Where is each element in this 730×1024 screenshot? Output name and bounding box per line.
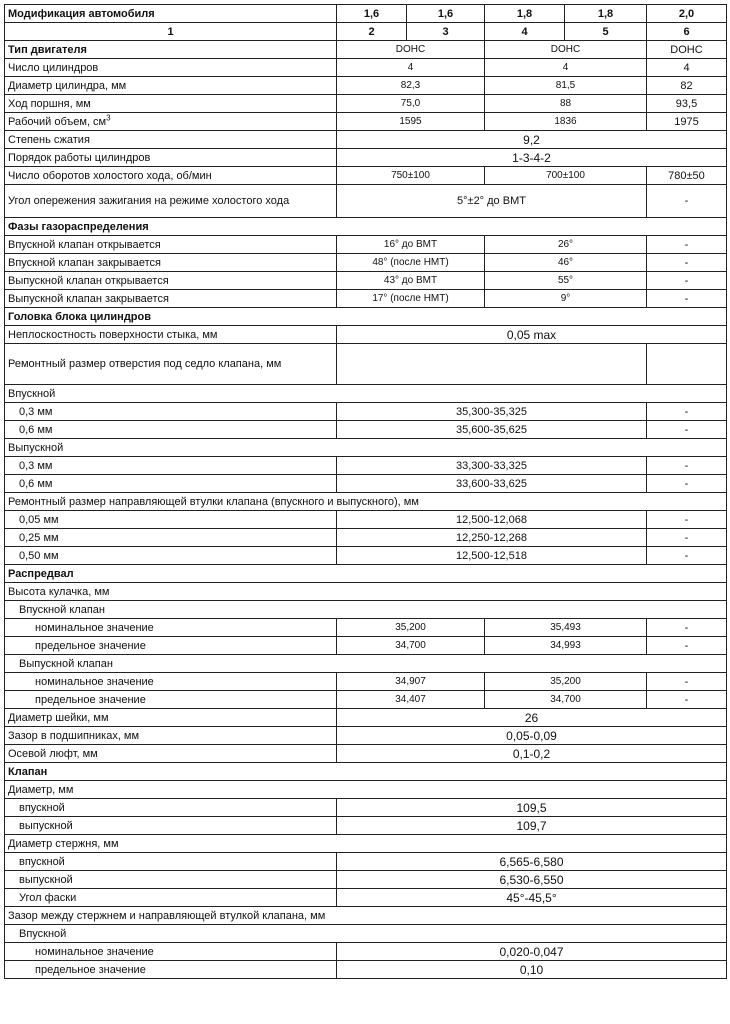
value-cell: - — [647, 547, 727, 565]
row-label: выпускной — [5, 817, 337, 835]
header-mod: 1,6 — [337, 5, 407, 23]
row-label: Выпускной клапан закрывается — [5, 290, 337, 308]
table-row — [5, 691, 727, 709]
value-cell: DOHC — [337, 41, 485, 59]
value-cell: 34,993 — [485, 637, 647, 655]
row-label: Число оборотов холостого хода, об/мин — [5, 167, 337, 185]
value-cell: 6,565-6,580 — [337, 853, 727, 871]
subsection-label: Зазор между стержнем и направляющей втулкой клапана, мм — [5, 907, 727, 925]
subsection-label: Диаметр, мм — [5, 781, 727, 799]
table-row — [5, 41, 727, 59]
spec-table — [4, 4, 727, 979]
value-cell: 0,05-0,09 — [337, 727, 727, 745]
subsection-label: Выпускной клапан — [5, 655, 727, 673]
table-row — [5, 925, 727, 943]
table-row — [5, 763, 727, 781]
value-cell: 4 — [647, 59, 727, 77]
value-cell: 26° — [485, 236, 647, 254]
table-row — [5, 131, 727, 149]
value-cell: 35,200 — [485, 673, 647, 691]
row-label: Порядок работы цилиндров — [5, 149, 337, 167]
table-row — [5, 113, 727, 131]
value-cell: - — [647, 619, 727, 637]
table-row — [5, 511, 727, 529]
header-mod: 2,0 — [647, 5, 727, 23]
row-label: 0,6 мм — [5, 421, 337, 439]
value-cell: - — [647, 691, 727, 709]
value-cell: 43° до ВМТ — [337, 272, 485, 290]
value-cell: 4 — [485, 59, 647, 77]
value-cell: 1595 — [337, 113, 485, 131]
table-row — [5, 403, 727, 421]
value-cell: 109,7 — [337, 817, 727, 835]
column-number-row — [5, 23, 727, 41]
table-row — [5, 385, 727, 403]
value-cell: DOHC — [647, 41, 727, 59]
table-row — [5, 149, 727, 167]
value-cell: 35,300-35,325 — [337, 403, 647, 421]
table-row — [5, 290, 727, 308]
value-cell: 9,2 — [337, 131, 727, 149]
value-cell: 35,493 — [485, 619, 647, 637]
subsection-label: Впускной — [5, 385, 727, 403]
row-label: впускной — [5, 799, 337, 817]
value-cell: 33,300-33,325 — [337, 457, 647, 475]
value-cell: - — [647, 457, 727, 475]
row-label: номинальное значение — [5, 673, 337, 691]
subsection-label: Диаметр стержня, мм — [5, 835, 727, 853]
table-row — [5, 889, 727, 907]
subsection-label: Впускной — [5, 925, 727, 943]
table-row — [5, 493, 727, 511]
table-row — [5, 218, 727, 236]
table-row — [5, 961, 727, 979]
table-row — [5, 344, 727, 385]
subsection-label: Выпускной — [5, 439, 727, 457]
value-cell: 82,3 — [337, 77, 485, 95]
row-label: Выпускной клапан открывается — [5, 272, 337, 290]
value-cell: 17° (после НМТ) — [337, 290, 485, 308]
row-label: Число цилиндров — [5, 59, 337, 77]
value-cell: 93,5 — [647, 95, 727, 113]
value-cell: 700±100 — [485, 167, 647, 185]
table-row — [5, 236, 727, 254]
header-mod: 1,6 — [407, 5, 485, 23]
table-row — [5, 799, 727, 817]
table-row — [5, 565, 727, 583]
table-row — [5, 601, 727, 619]
column-number: 3 — [407, 23, 485, 41]
value-cell: 5°±2° до ВМТ — [337, 185, 647, 218]
value-cell: 0,10 — [337, 961, 727, 979]
row-label: Осевой люфт, мм — [5, 745, 337, 763]
row-label: Угол фаски — [5, 889, 337, 907]
value-cell: 46° — [485, 254, 647, 272]
value-cell: 35,600-35,625 — [337, 421, 647, 439]
value-cell: - — [647, 475, 727, 493]
row-label: Зазор в подшипниках, мм — [5, 727, 337, 745]
subsection-label: Впускной клапан — [5, 601, 727, 619]
row-label: 0,50 мм — [5, 547, 337, 565]
value-cell: - — [647, 421, 727, 439]
value-cell: - — [647, 403, 727, 421]
value-cell: 780±50 — [647, 167, 727, 185]
row-label: номинальное значение — [5, 619, 337, 637]
table-row — [5, 547, 727, 565]
table-row — [5, 167, 727, 185]
row-label: Ход поршня, мм — [5, 95, 337, 113]
row-label: 0,3 мм — [5, 457, 337, 475]
table-row — [5, 77, 727, 95]
table-row — [5, 529, 727, 547]
table-row — [5, 185, 727, 218]
value-cell: 34,700 — [485, 691, 647, 709]
table-row — [5, 59, 727, 77]
value-cell — [647, 344, 727, 385]
table-row — [5, 709, 727, 727]
value-cell: 6,530-6,550 — [337, 871, 727, 889]
subsection-label: Высота кулачка, мм — [5, 583, 727, 601]
value-cell: - — [647, 290, 727, 308]
row-label: Диаметр цилиндра, мм — [5, 77, 337, 95]
row-label: предельное значение — [5, 961, 337, 979]
value-cell: 55° — [485, 272, 647, 290]
value-cell: - — [647, 272, 727, 290]
table-row — [5, 583, 727, 601]
value-cell: 12,500-12,068 — [337, 511, 647, 529]
row-label: предельное значение — [5, 691, 337, 709]
value-cell: DOHC — [485, 41, 647, 59]
row-label: Впускной клапан открывается — [5, 236, 337, 254]
table-row — [5, 673, 727, 691]
table-row — [5, 637, 727, 655]
value-cell: 26 — [337, 709, 727, 727]
row-label: Угол опережения зажигания на режиме холостого хода — [5, 185, 337, 218]
row-label: Ремонтный размер отверстия под седло клапана, мм — [5, 344, 337, 385]
table-row — [5, 95, 727, 113]
table-row — [5, 326, 727, 344]
table-row — [5, 439, 727, 457]
header-mod: 1,8 — [485, 5, 565, 23]
table-row — [5, 727, 727, 745]
value-cell: 0,05 max — [337, 326, 727, 344]
column-number: 6 — [647, 23, 727, 41]
value-cell: 0,020-0,047 — [337, 943, 727, 961]
value-cell: 35,200 — [337, 619, 485, 637]
table-row — [5, 907, 727, 925]
table-row — [5, 272, 727, 290]
value-cell: 9° — [485, 290, 647, 308]
section-heading: Распредвал — [5, 565, 727, 583]
row-label: выпускной — [5, 871, 337, 889]
row-label: предельное значение — [5, 637, 337, 655]
value-cell: 45°-45,5° — [337, 889, 727, 907]
table-row — [5, 871, 727, 889]
column-number: 5 — [565, 23, 647, 41]
value-cell: 750±100 — [337, 167, 485, 185]
section-heading: Фазы газораспределения — [5, 218, 727, 236]
row-label: Степень сжатия — [5, 131, 337, 149]
column-number: 2 — [337, 23, 407, 41]
value-cell: 34,907 — [337, 673, 485, 691]
value-cell: 81,5 — [485, 77, 647, 95]
table-row — [5, 817, 727, 835]
table-row — [5, 421, 727, 439]
section-heading: Клапан — [5, 763, 727, 781]
row-label: 0,25 мм — [5, 529, 337, 547]
spec-table-body — [5, 5, 727, 979]
row-label: номинальное значение — [5, 943, 337, 961]
value-cell: 82 — [647, 77, 727, 95]
row-label: Тип двигателя — [5, 41, 337, 59]
row-label: 0,6 мм — [5, 475, 337, 493]
table-row — [5, 619, 727, 637]
row-label: Неплоскостность поверхности стыка, мм — [5, 326, 337, 344]
row-label: Впускной клапан закрывается — [5, 254, 337, 272]
table-row — [5, 745, 727, 763]
table-row — [5, 781, 727, 799]
header-mod: 1,8 — [565, 5, 647, 23]
subsection-label: Ремонтный размер направляющей втулки клапана (впускного и выпускного), мм — [5, 493, 727, 511]
table-row — [5, 254, 727, 272]
value-cell: 48° (после НМТ) — [337, 254, 485, 272]
header-label: Модификация автомобиля — [5, 5, 337, 23]
table-row — [5, 853, 727, 871]
value-cell: 16° до ВМТ — [337, 236, 485, 254]
value-cell: 1836 — [485, 113, 647, 131]
value-cell: 0,1-0,2 — [337, 745, 727, 763]
value-cell: 34,700 — [337, 637, 485, 655]
column-number: 1 — [5, 23, 337, 41]
table-row — [5, 308, 727, 326]
value-cell: 75,0 — [337, 95, 485, 113]
table-row — [5, 475, 727, 493]
value-cell: - — [647, 637, 727, 655]
row-label: Рабочий объем, $см^3$ — [5, 113, 337, 131]
value-cell: 109,5 — [337, 799, 727, 817]
table-row — [5, 655, 727, 673]
header-row — [5, 5, 727, 23]
value-cell: 12,500-12,518 — [337, 547, 647, 565]
value-cell: 33,600-33,625 — [337, 475, 647, 493]
column-number: 4 — [485, 23, 565, 41]
value-cell: 1-3-4-2 — [337, 149, 727, 167]
row-label: 0,05 мм — [5, 511, 337, 529]
value-cell: 4 — [337, 59, 485, 77]
section-heading: Головка блока цилиндров — [5, 308, 727, 326]
table-row — [5, 943, 727, 961]
row-label: впускной — [5, 853, 337, 871]
unit-superscript: 3 — [106, 112, 111, 122]
row-label: Диаметр шейки, мм — [5, 709, 337, 727]
table-row — [5, 457, 727, 475]
value-cell: - — [647, 254, 727, 272]
row-label: 0,3 мм — [5, 403, 337, 421]
value-cell: 1975 — [647, 113, 727, 131]
value-cell: 88 — [485, 95, 647, 113]
value-cell: - — [647, 511, 727, 529]
table-row — [5, 835, 727, 853]
value-cell — [337, 344, 647, 385]
value-cell: - — [647, 673, 727, 691]
value-cell: - — [647, 236, 727, 254]
value-cell: 12,250-12,268 — [337, 529, 647, 547]
value-cell: 34,407 — [337, 691, 485, 709]
value-cell: - — [647, 529, 727, 547]
value-cell: - — [647, 185, 727, 218]
